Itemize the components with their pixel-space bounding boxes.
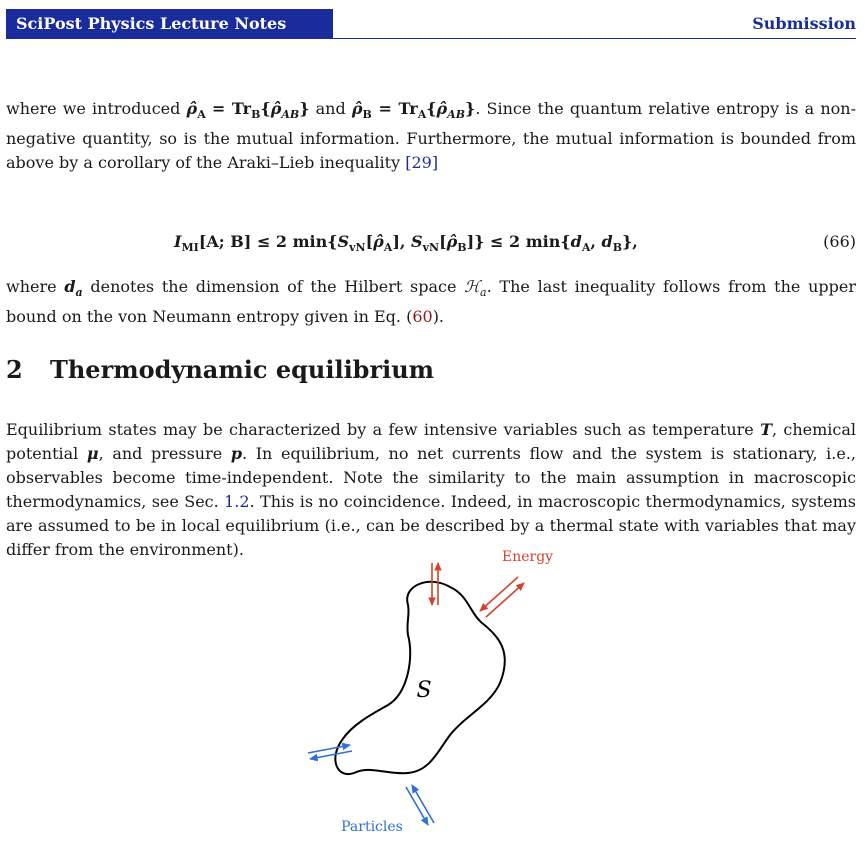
system-label: S	[416, 678, 432, 703]
text-span: denotes the dimension of the Hilbert space	[82, 277, 465, 296]
system-figure	[290, 549, 590, 835]
particles-label: Particles	[341, 819, 403, 835]
section-title: Thermodynamic equilibrium	[50, 355, 435, 384]
section-heading	[6, 355, 434, 384]
equation-66	[6, 228, 856, 256]
journal-name: SciPost Physics Lecture Notes	[6, 9, 333, 39]
system-diagram	[290, 549, 590, 835]
text-span: , chemical potential	[6, 420, 857, 463]
math-rhoA: ρ̂	[186, 99, 198, 118]
paragraph-mutual-information: where we introduced $\rhô_A$ = $Tr_B\{\rhô_{AB}\}$ and $\rhô_B$ = $Tr_A\{\rhô_{AB}\}$. Since the quantum relative entropy is a non-negative quantity, so is the mutual information. Furthermore, the mutual information is bounded from above by a corollary of the Araki–Lieb inequality [29]	[6, 99, 857, 173]
citation-bracket: ]	[431, 153, 439, 173]
section-ref-link[interactable]: 1.2	[224, 492, 250, 511]
citation-link[interactable]: 29	[411, 153, 432, 173]
text-span: , and pressure	[98, 444, 231, 463]
equation-ref-link[interactable]: 60	[412, 307, 433, 327]
text-span: . The last inequality follows from the upper bound on the von Neumann entropy given in Eq. (	[6, 277, 857, 327]
submission-label: Submission	[752, 14, 856, 33]
text-span: where	[6, 277, 65, 296]
citation-bracket: [	[405, 153, 412, 173]
energy-label: Energy	[502, 549, 554, 565]
text-span: Equilibrium states may be characterized by a few intensive variables such as temperature	[6, 420, 761, 439]
text-span: ).	[432, 307, 445, 327]
math-rhoB: ρ̂	[351, 99, 363, 118]
page-header	[6, 9, 856, 39]
equation-number: (66)	[823, 232, 856, 251]
text-span: . In equilibrium, no net currents flow and the system is stationary, i.e., observables become time-independent. Note the similarity to the main assumption in macroscopic thermodynamics, see Sec.	[6, 444, 856, 511]
text-span: . Since the quantum relative entropy is a non-negative quantity, so is the mutual information. Furthermore, the mutual information is bounded from above by a corollary of the Araki–Lieb inequality	[6, 99, 857, 173]
section-number: 2	[6, 355, 23, 384]
equation-body: $I_{MI}[A$; B] ≤ 2 $\min\{S_{vN}[\rhô_A]$, $S_{vN}[\rhô_B]\} \le 2$ $\min\{d_A$, $d_B$},	[174, 232, 638, 255]
paragraph-dimension: where $d_a$ denotes the dimension of the Hilbert space ℋ$_a$. The last inequality follows from the upper bound on the von Neumann entropy given in Eq. (60).	[6, 277, 857, 327]
text-span: . This is no coincidence. Indeed, in macroscopic thermodynamics, systems are assumed to be in local equilibrium (i.e., can be described by a thermal state with variables that may differ from the environment).	[6, 492, 856, 559]
text-span: where we introduced	[6, 99, 187, 118]
text-span: and	[309, 99, 352, 118]
paragraph-equilibrium: Equilibrium states may be characterized by a few intensive variables such as temperature T, chemical potential μ, and pressure p. In equilibrium, no net currents flow and the system is stationary, i.e., observables become time-independent. Note the similarity to the main assumption in macroscopic thermodynamics, see Sec. 1.2. This is no coincidence. Indeed, in macroscopic thermodynamics, systems are assumed to be in local equilibrium (i.e., can be described by a thermal state with variables that may differ from the environment).	[6, 420, 857, 559]
